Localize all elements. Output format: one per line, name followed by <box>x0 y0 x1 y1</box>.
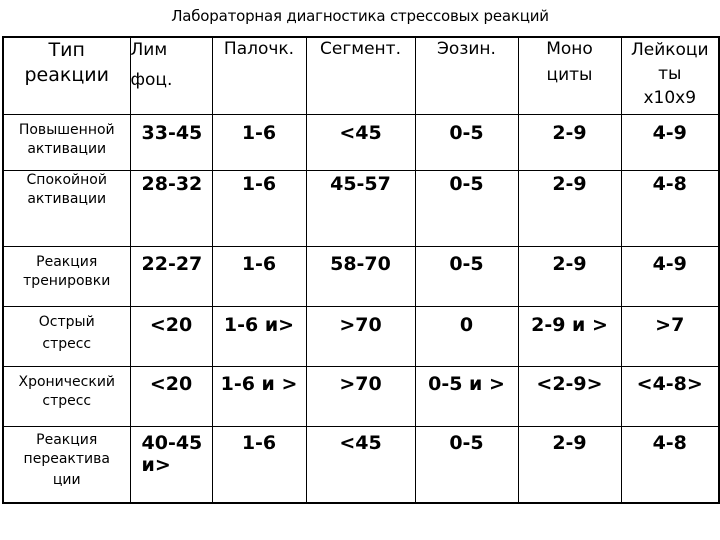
cell-leukocytes: 4-8 <box>621 426 719 503</box>
cell-band: 1-6 <box>212 114 306 170</box>
row-label: Реакция тренировки <box>3 246 130 306</box>
page-title: Лабораторная диагностика стрессовых реакций <box>171 7 549 25</box>
table-row <box>3 306 719 366</box>
cell-lymphocytes: <20 <box>130 366 212 426</box>
cell-leukocytes: 4-8 <box>621 170 719 246</box>
cell-monocytes: 2-9 <box>518 246 621 306</box>
table-row <box>3 170 719 246</box>
cell-eosinophils: 0-5 <box>415 114 518 170</box>
header-row <box>3 37 719 114</box>
cell-leukocytes: >7 <box>621 306 719 366</box>
cell-band: 1-6 <box>212 170 306 246</box>
header-reaction-type: Тип реакции <box>3 37 130 114</box>
cell-eosinophils: 0-5 <box>415 170 518 246</box>
cell-lymphocytes: 40-45 и> <box>130 426 212 503</box>
cell-eosinophils: 0-5 и > <box>415 366 518 426</box>
cell-monocytes: 2-9 <box>518 426 621 503</box>
cell-monocytes: 2-9 <box>518 114 621 170</box>
cell-monocytes: <2-9> <box>518 366 621 426</box>
cell-segmented: <45 <box>306 426 415 503</box>
cell-segmented: >70 <box>306 306 415 366</box>
cell-lymphocytes: <20 <box>130 306 212 366</box>
cell-monocytes: 2-9 и > <box>518 306 621 366</box>
header-band: Палочк. <box>212 37 306 114</box>
cell-lymphocytes: 22-27 <box>130 246 212 306</box>
header-segmented: Сегмент. <box>306 37 415 114</box>
row-label: Реакция переактива ции <box>3 426 130 503</box>
header-monocytes: Моно циты <box>518 37 621 114</box>
cell-leukocytes: <4-8> <box>621 366 719 426</box>
table-row <box>3 426 719 503</box>
cell-eosinophils: 0-5 <box>415 246 518 306</box>
row-label: Хронический стресс <box>3 366 130 426</box>
cell-band: 1-6 <box>212 426 306 503</box>
header-eosinophils: Эозин. <box>415 37 518 114</box>
header-lymphocytes: Лим фоц. <box>130 37 212 114</box>
cell-eosinophils: 0 <box>415 306 518 366</box>
row-label: Спокойной активации <box>3 170 130 246</box>
row-label: Повышенной активации <box>3 114 130 170</box>
header-leukocytes: Лейкоци ты х10х9 <box>621 37 719 114</box>
cell-lymphocytes: 28-32 <box>130 170 212 246</box>
cell-segmented: 45-57 <box>306 170 415 246</box>
cell-segmented: <45 <box>306 114 415 170</box>
cell-segmented: 58-70 <box>306 246 415 306</box>
cell-eosinophils: 0-5 <box>415 426 518 503</box>
cell-monocytes: 2-9 <box>518 170 621 246</box>
table-row <box>3 114 719 170</box>
cell-segmented: >70 <box>306 366 415 426</box>
table-row <box>3 366 719 426</box>
cell-lymphocytes: 33-45 <box>130 114 212 170</box>
cell-leukocytes: 4-9 <box>621 246 719 306</box>
cell-leukocytes: 4-9 <box>621 114 719 170</box>
stress-reactions-table <box>2 36 720 504</box>
row-label: Острый стресс <box>3 306 130 366</box>
cell-band: 1-6 <box>212 246 306 306</box>
table-row <box>3 246 719 306</box>
cell-band: 1-6 и > <box>212 366 306 426</box>
cell-band: 1-6 и> <box>212 306 306 366</box>
